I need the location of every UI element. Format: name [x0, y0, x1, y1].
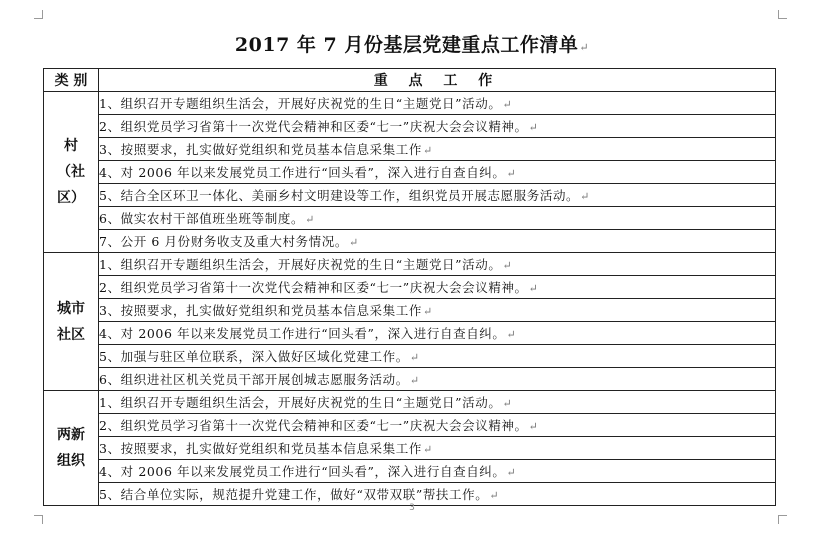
task-cell [99, 92, 776, 115]
paragraph-mark-icon: ↵ [422, 305, 433, 318]
table-row [44, 437, 776, 460]
table-row [44, 184, 776, 207]
task-cell [99, 437, 776, 460]
paragraph-mark-icon: ↵ [409, 374, 420, 387]
paragraph-mark-icon: ↵ [528, 282, 539, 295]
task-cell [99, 230, 776, 253]
paragraph-mark-icon: ↵ [348, 236, 359, 249]
paragraph-mark-icon: ↵ [506, 466, 517, 479]
table-row [44, 138, 776, 161]
paragraph-mark-icon: ↵ [422, 443, 433, 456]
category-cell [44, 253, 99, 391]
paragraph-mark-icon: ↵ [528, 121, 539, 134]
task-cell [99, 391, 776, 414]
task-text: 1、组织召开专题组织生活会，开展好庆祝党的生日“主题党日”活动。 [99, 96, 502, 111]
task-text: 4、对 2006 年以来发展党员工作进行“回头看”，深入进行自查自纠。 [99, 326, 506, 341]
category-cell [44, 92, 99, 253]
task-cell [99, 299, 776, 322]
task-text: 5、结合全区环卫一体化、美丽乡村文明建设等工作，组织党员开展志愿服务活动。 [99, 188, 580, 203]
task-text: 3、按照要求，扎实做好党组织和党员基本信息采集工作 [99, 441, 422, 456]
task-text: 7、公开 6 月份财务收支及重大村务情况。 [99, 234, 348, 249]
header-category: 类 别 [44, 69, 99, 92]
table-row [44, 207, 776, 230]
task-cell [99, 184, 776, 207]
table-row [44, 414, 776, 437]
category-cell [44, 391, 99, 506]
table-row [44, 253, 776, 276]
paragraph-mark-icon: ↵ [528, 420, 539, 433]
table-row [44, 391, 776, 414]
task-cell [99, 368, 776, 391]
task-list-table [43, 68, 776, 506]
table-header-row [44, 69, 776, 92]
category-label-line: 组织 [57, 453, 85, 469]
task-cell [99, 161, 776, 184]
task-cell [99, 207, 776, 230]
task-text: 6、做实农村干部值班坐班等制度。 [99, 211, 305, 226]
task-cell [99, 276, 776, 299]
paragraph-mark-icon: ↵ [409, 351, 420, 364]
table-row [44, 161, 776, 184]
category-label-line: 城市 [57, 300, 85, 317]
task-text: 3、按照要求，扎实做好党组织和党员基本信息采集工作 [99, 142, 422, 157]
paragraph-mark-icon: ↵ [580, 190, 590, 203]
category-label-line: 社区 [57, 326, 85, 343]
crop-mark-top-right [778, 10, 787, 19]
table-row [44, 115, 776, 138]
page-title-text: 2017 年 7 月份基层党建重点工作清单 [234, 34, 579, 56]
task-text: 2、组织党员学习省第十一次党代会精神和区委“七一”庆祝大会会议精神。 [99, 418, 528, 433]
paragraph-mark-icon: ↵ [579, 41, 590, 54]
task-cell [99, 414, 776, 437]
paragraph-mark-icon: ↵ [305, 213, 315, 226]
task-cell [99, 460, 776, 483]
task-text: 4、对 2006 年以来发展党员工作进行“回头看”，深入进行自查自纠。 [99, 165, 506, 180]
task-text: 5、加强与驻区单位联系，深入做好区域化党建工作。 [99, 349, 409, 364]
table-row [44, 276, 776, 299]
task-text: 5、结合单位实际，规范提升党建工作，做好“双带双联”帮扶工作。 [99, 487, 489, 502]
paragraph-mark-icon: ↵ [502, 259, 513, 272]
table-row [44, 299, 776, 322]
category-label-line: （社 [57, 164, 85, 180]
task-text: 6、组织进社区机关党员干部开展创城志愿服务活动。 [99, 372, 409, 387]
crop-mark-bottom-left [34, 515, 43, 524]
task-text: 4、对 2006 年以来发展党员工作进行“回头看”，深入进行自查自纠。 [99, 464, 506, 479]
category-label-line: 两新 [57, 427, 85, 443]
paragraph-mark-icon: ↵ [502, 397, 513, 410]
task-cell [99, 138, 776, 161]
task-cell [99, 345, 776, 368]
header-key-tasks: 重 点 工 作 [99, 69, 776, 92]
category-label-line: 区） [57, 190, 85, 206]
category-label-line: 村 [64, 138, 78, 154]
paragraph-mark-icon: ↵ [489, 489, 500, 502]
task-text: 1、组织召开专题组织生活会，开展好庆祝党的生日“主题党日”活动。 [99, 257, 502, 272]
task-cell [99, 322, 776, 345]
table-row [44, 460, 776, 483]
paragraph-mark-icon: ↵ [422, 144, 433, 157]
table-row [44, 230, 776, 253]
paragraph-mark-icon: ↵ [502, 98, 513, 111]
task-text: 2、组织党员学习省第十一次党代会精神和区委“七一”庆祝大会会议精神。 [99, 119, 528, 134]
paragraph-mark-icon: ↵ [506, 167, 517, 180]
table-row [44, 345, 776, 368]
crop-mark-top-left [34, 10, 43, 19]
task-text: 3、按照要求，扎实做好党组织和党员基本信息采集工作 [99, 303, 422, 318]
table-row [44, 92, 776, 115]
crop-mark-bottom-right [778, 515, 787, 524]
task-cell [99, 253, 776, 276]
page-number: 3 [409, 503, 415, 513]
page-title [0, 30, 824, 57]
task-text: 1、组织召开专题组织生活会，开展好庆祝党的生日“主题党日”活动。 [99, 395, 502, 410]
table-row [44, 368, 776, 391]
table-row [44, 322, 776, 345]
paragraph-mark-icon: ↵ [506, 328, 517, 341]
task-cell [99, 115, 776, 138]
task-text: 2、组织党员学习省第十一次党代会精神和区委“七一”庆祝大会会议精神。 [99, 280, 528, 295]
